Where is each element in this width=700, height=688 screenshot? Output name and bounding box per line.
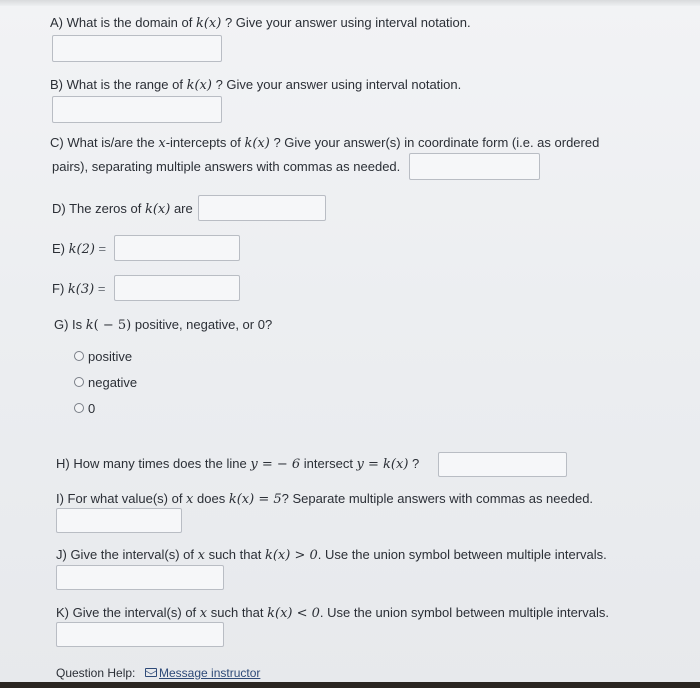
question-e: E) k(2) = (52, 241, 107, 257)
answer-input-e[interactable] (114, 235, 240, 261)
screen-top-edge (0, 0, 700, 6)
question-help-label: Question Help: (56, 666, 136, 680)
option-label-zero[interactable]: 0 (88, 401, 96, 416)
answer-input-i[interactable] (56, 508, 182, 533)
mail-icon[interactable] (145, 668, 157, 677)
question-j: J) Give the interval(s) of x such that k(x) > 0. Use the union symbol between multiple intervals. (56, 547, 607, 563)
question-g: G) Is k( − 5) positive, negative, or 0? (54, 317, 273, 333)
answer-input-k[interactable] (56, 622, 224, 647)
radio-negative[interactable] (74, 377, 84, 387)
question-i: I) For what value(s) of x does k(x) = 5? Separate multiple answers with commas as needed. (56, 491, 594, 507)
answer-input-f[interactable] (114, 275, 240, 301)
answer-input-a[interactable] (52, 35, 222, 62)
question-k: K) Give the interval(s) of x such that k(x) < 0. Use the union symbol between multiple intervals. (56, 605, 609, 621)
screen-bottom-edge (0, 682, 700, 688)
option-label-negative[interactable]: negative (88, 375, 138, 390)
answer-input-c[interactable] (409, 153, 540, 180)
radio-positive[interactable] (74, 351, 84, 361)
question-c: C) What is/are the x-intercepts of k(x) ? Give your answer(s) in coordinate form (i.e. as ordered (50, 135, 600, 151)
answer-input-b[interactable] (52, 96, 222, 123)
answer-input-d[interactable] (198, 195, 326, 221)
question-f: F) k(3) = (52, 281, 106, 297)
question-b: B) What is the range of k(x) ? Give your answer using interval notation. (50, 77, 462, 93)
option-label-positive[interactable]: positive (88, 349, 133, 364)
question-a: A) What is the domain of k(x) ? Give your answer using interval notation. (50, 15, 471, 31)
message-instructor-link[interactable]: Message instructor (159, 666, 261, 680)
answer-input-h[interactable] (438, 452, 567, 477)
question-d: D) The zeros of k(x) are (52, 201, 193, 217)
question-c-line2: pairs), separating multiple answers with commas as needed. (52, 159, 401, 174)
radio-zero[interactable] (74, 403, 84, 413)
answer-input-j[interactable] (56, 565, 224, 590)
question-h: H) How many times does the line y = − 6 intersect y = k(x) ? (56, 456, 420, 472)
